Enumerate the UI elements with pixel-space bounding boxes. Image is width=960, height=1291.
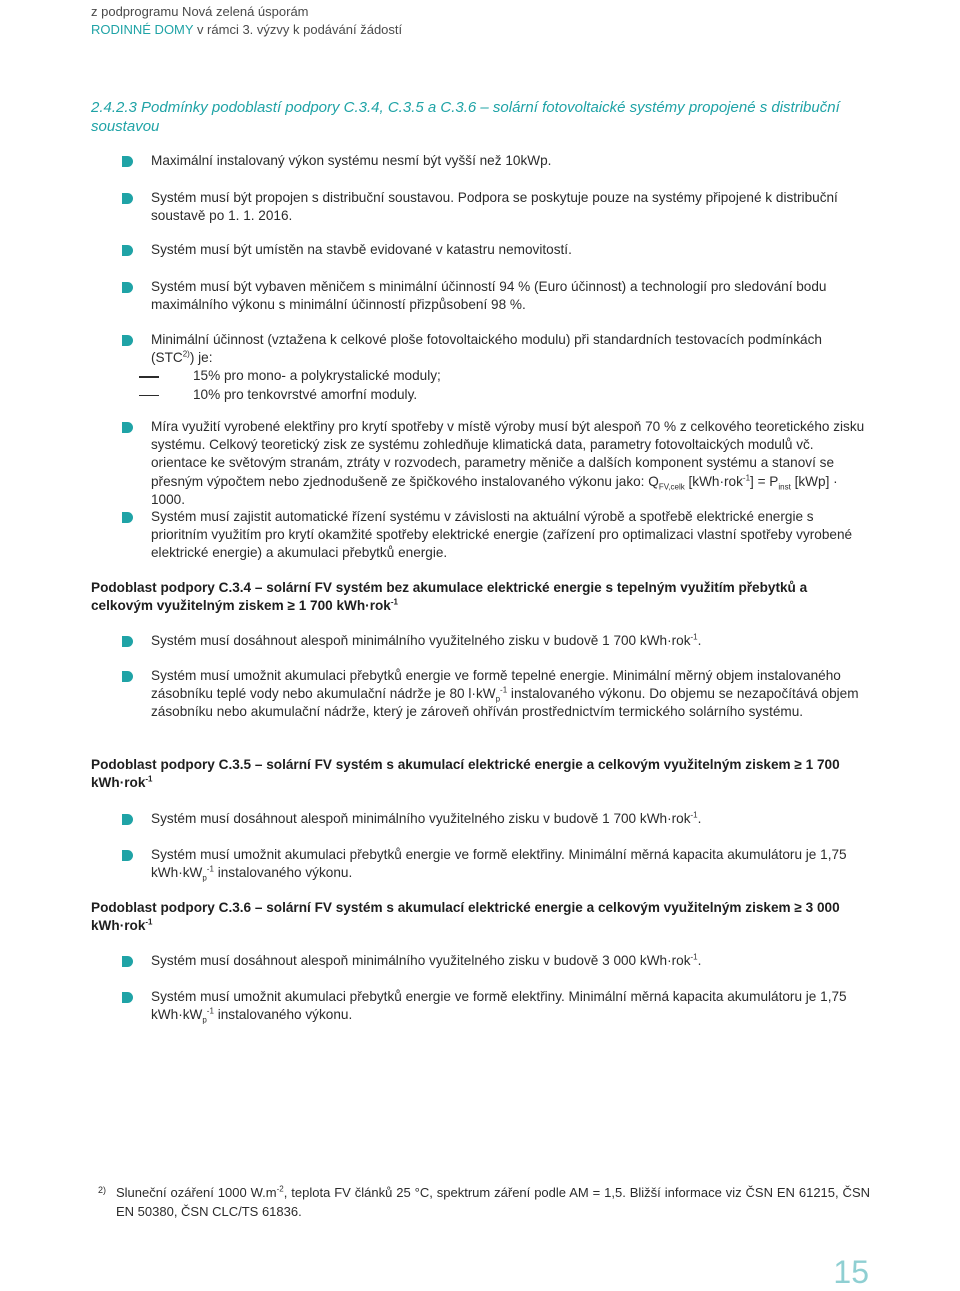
item-text: instalovaného výkonu.	[213, 865, 353, 881]
superscript: -1	[690, 632, 698, 642]
superscript: -1	[690, 952, 698, 962]
superscript: -1	[206, 1006, 214, 1016]
bullet-icon	[122, 245, 133, 256]
list-item	[151, 331, 869, 404]
footnote-number: 2)	[98, 1185, 107, 1195]
bullet-icon	[122, 422, 133, 433]
bullet-icon	[122, 156, 133, 167]
footnote-ref: 2)	[182, 349, 190, 359]
bullet-icon	[122, 193, 133, 204]
footnote-text-part: Sluneční ozáření 1000 W.m	[116, 1185, 277, 1200]
item-text: [kWh·rok	[684, 473, 743, 489]
footnote-text-part: , teplota FV článků 25 °C, spektrum záření podle AM = 1,5. Bližší informace viz ČSN EN 61215, ČSN EN 50380, ČSN CLC/TS 61836.	[116, 1185, 870, 1219]
subscript: p	[202, 1015, 207, 1025]
list-item	[151, 632, 869, 650]
list-item	[151, 846, 869, 882]
item-text: instalovaného výkonu. Do objemu se nezapočítává objem zásobníku nebo akumulační nádrže, který je zároveň ohříván prostřednictvím termického solárního systému.	[151, 686, 859, 720]
subsection-heading-c34	[91, 579, 871, 615]
sub-item-text: 10% pro tenkovrstvé amorfní moduly.	[193, 386, 418, 402]
item-text: .	[697, 953, 702, 968]
dash-icon	[139, 395, 159, 396]
item-text: instalovaného výkonu.	[213, 1007, 353, 1023]
list-item: Systém musí být propojen s distribuční soustavou. Podpora se poskytuje pouze na systémy připojené k distribuční soustavě po 1. 1. 2016.	[151, 190, 838, 224]
section-title: 2.4.2.3 Podmínky podoblastí podpory C.3.4, C.3.5 a C.3.6 – solární fotovoltaické systémy propojené s distribuční soustavou	[91, 99, 840, 135]
bullet-icon	[122, 335, 133, 346]
header-accent: RODINNÉ DOMY	[91, 22, 194, 37]
header-rest: v rámci 3. výzvy k podávání žádostí	[193, 22, 403, 37]
item-text: Systém musí umožnit akumulaci přebytků energie ve formě elektřiny. Minimální měrná kapacita akumulátoru je 1,75 kWh·kW	[151, 989, 847, 1023]
bullet-icon	[122, 282, 133, 293]
item-text: ) je:	[189, 350, 213, 366]
list-item	[151, 667, 869, 722]
subsection-heading-c35	[91, 756, 871, 792]
superscript: -1	[206, 864, 214, 874]
bullet-icon	[122, 814, 133, 825]
item-text: .	[697, 633, 702, 648]
superscript: -2	[276, 1184, 284, 1194]
item-text: Systém musí umožnit akumulaci přebytků energie ve formě tepelné energie. Minimální měrný objem instalovaného zásobníku teplé vody nebo akumulační nádrže je 80 l·kW	[151, 668, 841, 702]
superscript: -1	[390, 597, 398, 607]
superscript: -1	[742, 473, 751, 483]
superscript: -1	[500, 685, 508, 695]
superscript: -1	[145, 917, 153, 927]
list-item	[151, 810, 869, 828]
list-item	[151, 952, 869, 970]
heading-text: Podoblast podpory C.3.6 – solární FV systém s akumulací elektrické energie a celkovým využitelným ziskem ≥ 3 000 kWh·rok	[91, 900, 840, 934]
bullet-icon	[122, 671, 133, 682]
subscript: inst	[778, 482, 791, 492]
subscript: p	[202, 873, 207, 883]
subscript: FV,celk	[658, 482, 685, 492]
item-text: Míra využití vyrobené elektřiny pro krytí spotřeby v místě výroby musí být alespoň 70 % z celkového teoretického zisku systému. Celkový teoretický zisk ze systému zohledňuje klimatická data, parametry fotovoltaických modulů vč. orientace ke světovým stranám, ztráty v rozvodech, parametry měniče a dalších komponent systému a stanoví se přesným výpočtem nebo zjednodušeně ze špičkového instalovaného výkonu jako: Q	[151, 419, 865, 489]
subscript: p	[495, 694, 501, 704]
subsection-heading-c36	[91, 899, 871, 935]
bullet-icon	[122, 636, 133, 647]
list-item: Maximální instalovaný výkon systému nesmí být vyšší než 10kWp.	[151, 153, 552, 168]
list-item: Systém musí být vybaven měničem s minimální účinností 94 % (Euro účinnost) a technologií pro sledování bodu maximálního výkonu s minimální účinností přizpůsobení 98 %.	[151, 279, 827, 313]
item-text: [kWp] · 1000.	[151, 473, 838, 507]
heading-text: Podoblast podpory C.3.4 – solární FV systém bez akumulace elektrické energie s tepelným využitím přebytků a celkovým využitelným ziskem ≥ 1 700 kWh·rok	[91, 580, 808, 614]
page-number: 15	[833, 1254, 869, 1290]
bullet-icon	[122, 992, 133, 1003]
superscript: -1	[145, 774, 153, 784]
item-text: Minimální účinnost (vztažena k celkové ploše fotovoltaického modulu) při standardních testovacích podmínkách (STC	[151, 332, 822, 366]
list-item	[151, 988, 869, 1024]
item-text: Systém musí dosáhnout alespoň minimálního využitelného zisku v budově 1 700 kWh·rok	[151, 811, 691, 826]
item-text: .	[697, 811, 702, 826]
list-item	[151, 418, 869, 509]
item-text: ] = P	[750, 473, 779, 489]
bullet-icon	[122, 956, 133, 967]
item-text: Systém musí umožnit akumulaci přebytků energie ve formě elektřiny. Minimální měrná kapacita akumulátoru je 1,75 kWh·kW	[151, 847, 847, 881]
bullet-icon	[122, 512, 133, 523]
sub-item-text: 15% pro mono- a polykrystalické moduly;	[193, 368, 441, 384]
bullet-icon	[122, 850, 133, 861]
sub-item	[151, 367, 869, 385]
footnote-text	[116, 1184, 870, 1221]
dash-icon	[139, 376, 159, 377]
item-text: Systém musí dosáhnout alespoň minimálního využitelného zisku v budově 1 700 kWh·rok	[151, 633, 691, 648]
running-header-line2	[91, 22, 402, 37]
sub-item	[151, 386, 869, 404]
superscript: -1	[690, 810, 698, 820]
list-item: Systém musí zajistit automatické řízení systému v závislosti na aktuální výrobě a spotřebě elektrické energie s prioritním využitím pro krytí okamžité spotřeby elektrické energie (zařízení pro optimalizaci vlastní spotřeby vyrobené elektrické energie) a akumulaci přebytků energie.	[151, 509, 853, 561]
list-item: Systém musí být umístěn na stavbě evidované v katastru nemovitostí.	[151, 242, 572, 257]
item-text: Systém musí dosáhnout alespoň minimálního využitelného zisku v budově 3 000 kWh·rok	[151, 953, 691, 968]
heading-text: Podoblast podpory C.3.5 – solární FV systém s akumulací elektrické energie a celkovým využitelným ziskem ≥ 1 700 kWh·rok	[91, 757, 840, 791]
running-header-line1: z podprogramu Nová zelená úsporám	[91, 4, 309, 19]
